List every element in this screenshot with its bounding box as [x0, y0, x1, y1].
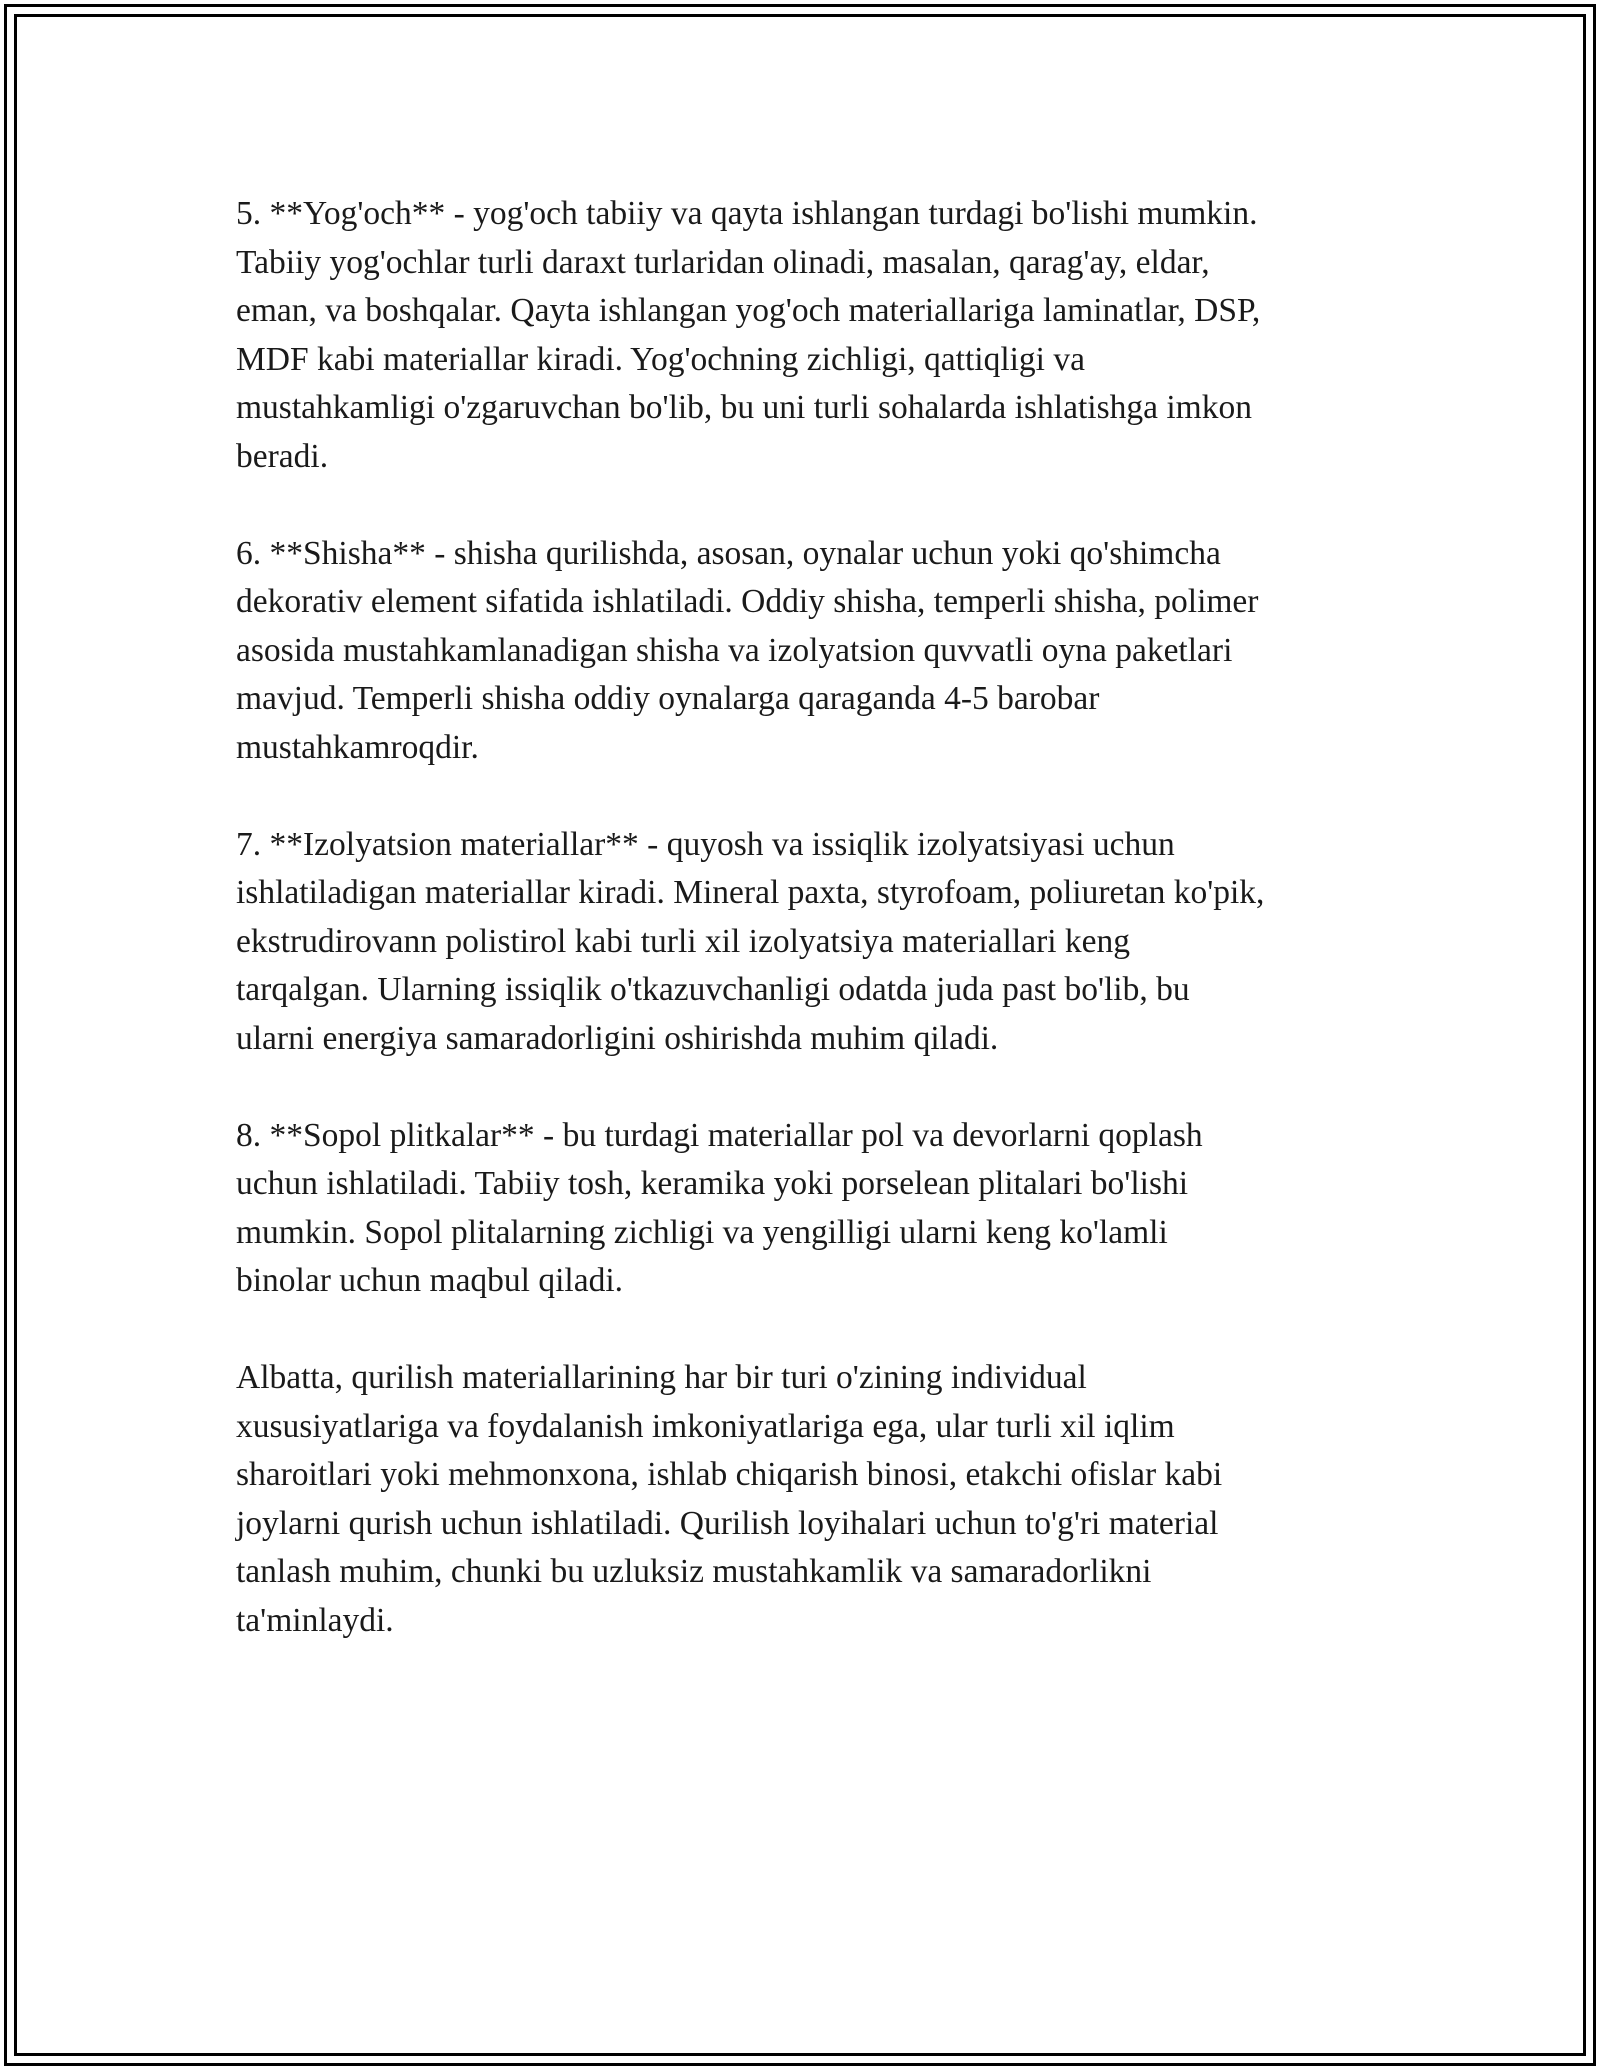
text-line: ishlatiladigan materiallar kiradi. Mineral paxta, styrofoam, poliuretan ko'pik,	[236, 874, 1265, 911]
paragraph-conclusion	[236, 1354, 1376, 1645]
text-line: MDF kabi materiallar kiradi. Yog'ochning zichligi, qattiqligi va	[236, 340, 1085, 378]
paragraph-glass	[236, 530, 1376, 773]
text-line: asosida mustahkamlanadigan shisha va izolyatsion quvvatli oyna paketlari	[236, 631, 1233, 669]
text-line: mustahkamligi o'zgaruvchan bo'lib, bu uni turli sohalarda ishlatishga imkon	[236, 389, 1252, 426]
text-line: 5. **Yog'och** - yog'och tabiiy va qayta ishlangan turdagi bo'lishi mumkin.	[236, 195, 1258, 232]
text-line: 7. **Izolyatsion materiallar** - quyosh va issiqlik izolyatsiyasi uchun	[236, 825, 1175, 863]
text-line: beradi.	[236, 437, 329, 475]
text-line: 6. **Shisha** - shisha qurilishda, asosan, oynalar uchun yoki qo'shimcha	[236, 534, 1221, 572]
text-line: Albatta, qurilish materiallarining har bir turi o'zining individual	[236, 1359, 1087, 1396]
text-line: xususiyatlariga va foydalanish imkoniyatlariga ega, ular turli xil iqlim	[236, 1407, 1175, 1445]
text-line: ta'minlaydi.	[236, 1601, 394, 1639]
text-line: tarqalgan. Ularning issiqlik o'tkazuvchanligi odatda juda past bo'lib, bu	[236, 971, 1190, 1008]
text-line: dekorativ element sifatida ishlatiladi. Oddiy shisha, temperli shisha, polimer	[236, 583, 1259, 620]
text-line: sharoitlari yoki mehmonxona, ishlab chiqarish binosi, etakchi ofislar kabi	[236, 1456, 1223, 1493]
paragraph-wood	[236, 190, 1376, 481]
document-body	[236, 190, 1376, 1694]
text-line: mustahkamroqdir.	[236, 728, 479, 766]
text-line: mumkin. Sopol plitalarning zichligi va yengilligi ularni keng ko'lamli	[236, 1213, 1168, 1251]
text-line: eman, va boshqalar. Qayta ishlangan yog'och materiallariga laminatlar, DSP,	[236, 292, 1261, 329]
text-line: tanlash muhim, chunki bu uzluksiz mustahkamlik va samaradorlikni	[236, 1553, 1152, 1590]
text-line: binolar uchun maqbul qiladi.	[236, 1262, 624, 1299]
text-line: ularni energiya samaradorligini oshirishda muhim qiladi.	[236, 1019, 999, 1057]
text-line: 8. **Sopol plitkalar** - bu turdagi materiallar pol va devorlarni qoplash	[236, 1116, 1203, 1154]
text-line: uchun ishlatiladi. Tabiiy tosh, keramika yoki porselean plitalari bo'lishi	[236, 1165, 1189, 1202]
text-line: Tabiiy yog'ochlar turli daraxt turlaridan olinadi, masalan, qarag'ay, eldar,	[236, 243, 1210, 281]
text-line: mavjud. Temperli shisha oddiy oynalarga qaraganda 4-5 barobar	[236, 680, 1100, 717]
paragraph-insulation	[236, 821, 1376, 1064]
text-line: ekstrudirovann polistirol kabi turli xil izolyatsiya materiallari keng	[236, 922, 1131, 960]
text-line: joylarni qurish uchun ishlatiladi. Qurilish loyihalari uchun to'g'ri material	[236, 1504, 1219, 1542]
paragraph-tiles	[236, 1112, 1376, 1306]
